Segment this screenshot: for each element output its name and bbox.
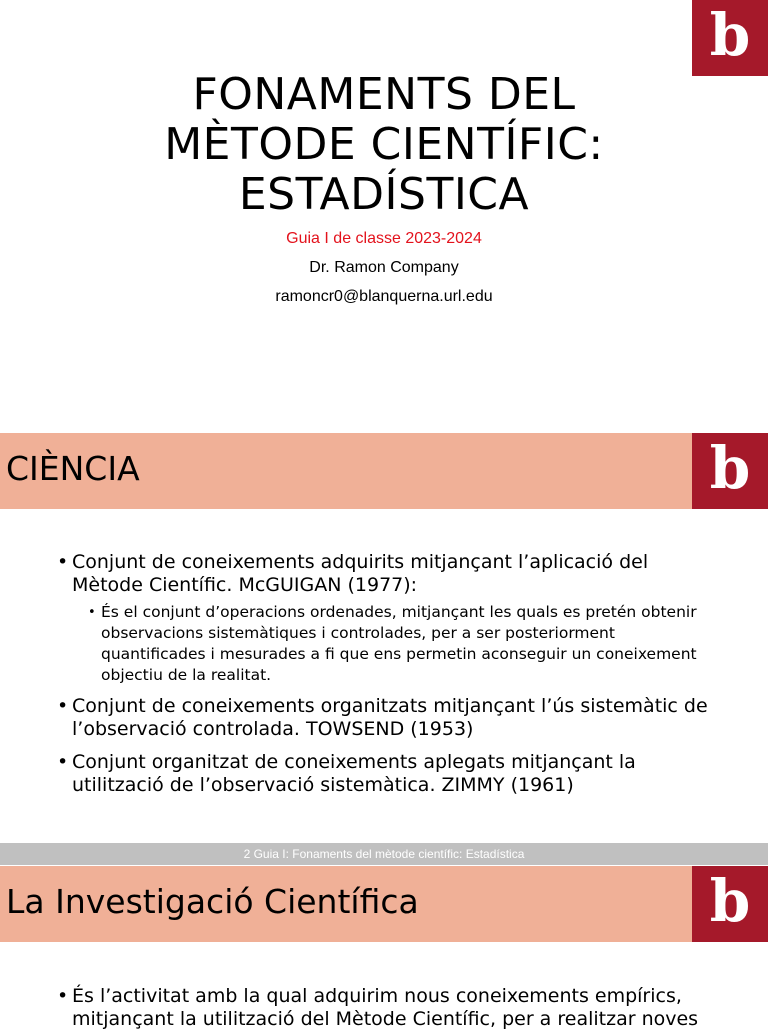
slide-header — [0, 866, 768, 942]
author-email: ramoncr0@blanquerna.url.edu — [275, 288, 493, 305]
sub-bullet-item: • És el conjunt d’operacions ordenades, mitjançant les quals es pretén obtenir observacions sistemàtiques i controlades, per a ser posteriorment quantificades i mesurades a fi que ens permetin aconseguir un coneixement objectiu de la realitat. — [101, 602, 711, 686]
blanquerna-logo: b — [692, 0, 768, 76]
slide-heading: CIÈNCIA — [6, 449, 140, 488]
author-name: Dr. Ramon Company — [309, 259, 459, 276]
bullet-item: • És l’activitat amb la qual adquirim nous coneixements empírics, mitjançant la utilització del Mètode Científic, per a realitzar noves — [72, 985, 722, 1031]
bullet-item: • Conjunt organitzat de coneixements aplegats mitjançant la utilització de l’observació sistemàtica. ZIMMY (1961) — [72, 751, 722, 797]
blanquerna-logo: b — [692, 866, 768, 942]
title-line-3: ESTADÍSTICA — [238, 169, 530, 220]
slide-footer: 2 Guia I: Fonaments del mètode científic: Estadística — [0, 843, 768, 865]
title-slide — [0, 0, 768, 432]
guide-subtitle: Guia I de classe 2023-2024 — [286, 230, 482, 247]
slide-header — [0, 433, 768, 509]
bullet-item: • Conjunt de coneixements adquirits mitjançant l’aplicació del Mètode Científic. McGUIGAN (1977): — [72, 551, 722, 597]
slide-heading: La Investigació Científica — [6, 882, 419, 921]
title-line-1: FONAMENTS DEL — [192, 69, 576, 120]
bullet-item: • Conjunt de coneixements organitzats mitjançant l’ús sistemàtic de l’observació controlada. TOWSEND (1953) — [72, 695, 722, 741]
blanquerna-logo: b — [692, 433, 768, 509]
slide-title — [0, 70, 768, 220]
title-line-2: MÈTODE CIENTÍFIC: — [164, 119, 604, 170]
